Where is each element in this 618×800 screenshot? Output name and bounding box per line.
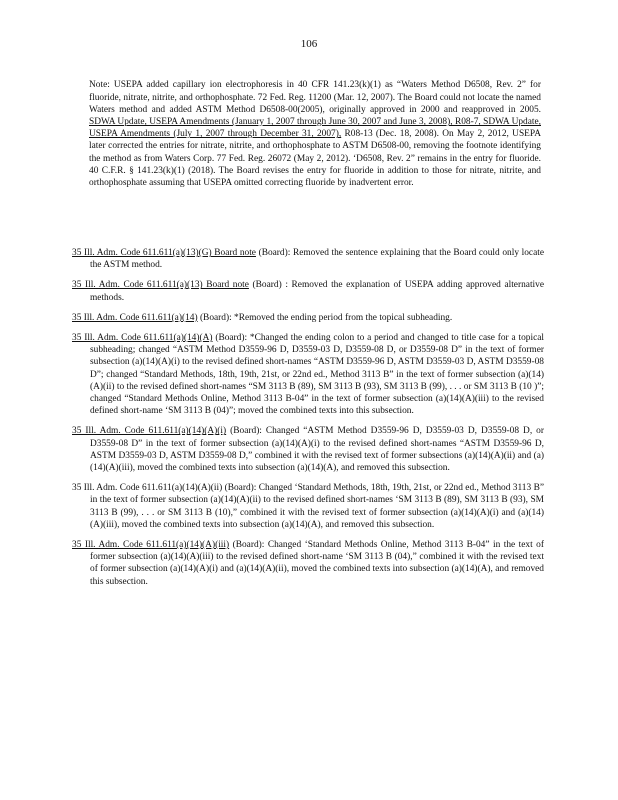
entry-citation: 35 Ill. Adm. Code 611.611(a)(13)(G) Board note xyxy=(72,248,256,258)
change-entry xyxy=(72,247,544,271)
entry-text: (Board): Changed ‘Standard Methods, 18th, 19th, 21st, or 22nd ed., Method 3113 B” in the text of former subsection (a)(14)(A)(ii) to the revised defined short-names ‘SM 3113 B (89), SM 3113 B (93), SM 3113 B (99), . . . or SM 3113 B (10),” combined it with the revised text of former subsection (a)(14)(A)(i) and (a)(14)(A)(iii), moved the combined texts into subsection (a)(14)(A), and removed this subsection. xyxy=(90,483,544,530)
entry-citation: 35 Ill. Adm. Code 611.611(a)(13) Board note xyxy=(72,280,249,291)
entry-citation: 35 Ill. Adm. Code 611.611(a)(14) xyxy=(72,312,198,323)
change-entry xyxy=(72,279,544,303)
change-entry xyxy=(72,539,544,588)
entry-text: (Board): Changed “ASTM Method D3559-96 D, D3559-03 D, D3559-08 D, or D3559-08 D” in the text of former subsection (a)(14)(A)(i) to the revised defined short-names “ASTM D3559-96 D, ASTM D3559-03 D, ASTM D3559-08 D,” combined it with the revised text of former subsections (a)(14)(A)(ii) and (a)(14)(A)(iii), moved the combined texts into subsection (a)(14)(A), and removed this subsection. xyxy=(90,426,544,474)
change-entry xyxy=(72,425,544,474)
entry-text: (Board) : Removed the explanation of USEPA adding approved alternative methods. xyxy=(90,280,545,303)
note-paragraph xyxy=(89,79,541,189)
change-entry xyxy=(72,312,544,324)
entry-citation: 35 Ill. Adm. Code 611.611(a)(14)(A)(ii) xyxy=(72,483,223,494)
entry-text: (Board): Changed ‘Standard Methods Online, Method 3113 B-04” in the text of former subsection (a)(14)(A)(iii) to the revised defined short-name ‘SM 3113 B (04),” combined it with the revised text of former subsection (a)(14)(A)(i) and (a)(14)(A)(ii), moved the combined texts into subsection (a)(14)(A), and removed this subsection. xyxy=(90,540,544,587)
page-number: 106 xyxy=(300,38,318,50)
entry-citation: 35 Ill. Adm. Code 611.611(a)(14)(A) xyxy=(72,333,213,344)
change-entry xyxy=(72,332,544,417)
entry-citation: 35 Ill. Adm. Code 611.611(a)(14)(A)(iii) xyxy=(72,540,230,551)
change-list xyxy=(72,247,544,596)
entry-citation: 35 Ill. Adm. Code 611.611(a)(14)(A)(i) xyxy=(72,426,227,437)
entry-text: (Board): *Changed the ending colon to a period and changed to title case for a topical subheading; changed “ASTM Method D3559-96 D, D3559-03 D, D3559-08 D, or D3559-08 D” in the text of former subsection (a)(14)(A)(i) to the revised defined short-names “ASTM D3559-96 D, ASTM D3559-03 D, ASTM D3559-08 D”; changed “Standard Methods, 18th, 19th, 21st, or 22nd ed., Method 3113 B” in the text of former subsection (a)(14)(A)(ii) to the revised defined short-names “SM 3113 B (89), SM 3113 B (93), SM 3113 B (99), . . . or SM 3113 B (10 )”; changed “Standard Methods Online, Method 3113 B-04” in the text of former subsection (a)(14)(A)(iii) to the revised defined short-name ‘SM 3113 B (04)”; moved the combined texts into this subsection. xyxy=(90,333,544,417)
change-entry xyxy=(72,482,544,531)
note-citation: SDWA Update, USEPA Amendments (January 1, 2007 through June 30, 2007 and June 3, 2008), R08-7, SDWA Update, USEPA Amendments (July 1, 2007 through December 31, 2007), xyxy=(89,117,541,140)
note-text-continued: R08-13 (Dec. 18, 2008). On May 2, 2012, USEPA later corrected the entries for nitrate, nitrite, and orthophosphate to ASTM D6508-00, removing the footnote identifying the method as from Waters Corp. 77 Fed. Reg. 26072 (May 2, 2012). ‘D6508, Rev. 2” remains in the entry for fluoride. 40 C.F.R. § 141.23(k)(1) (2018). The Board revises the entry for fluoride in addition to those for nitrate, nitrite, and orthophosphate assuming that USEPA omitted correcting fluoride by inadvertent error. xyxy=(89,129,542,189)
entry-text: (Board): *Removed the ending period from the topical subheading. xyxy=(197,312,453,323)
entry-text: (Board): Removed the sentence explaining that the Board could only locate the ASTM method. xyxy=(90,248,544,271)
note-text: Note: USEPA added capillary ion electrophoresis in 40 CFR 141.23(k)(1) as “Waters Method D6508, Rev. 2” for fluoride, nitrate, nitrite, and orthophosphate. 72 Fed. Reg. 11200 (Mar. 12, 2007). The Board could not locate the named Waters method and added ASTM Method D6508-00(2005), originally approved in 2000 and reapproved in 2005. xyxy=(89,80,541,115)
